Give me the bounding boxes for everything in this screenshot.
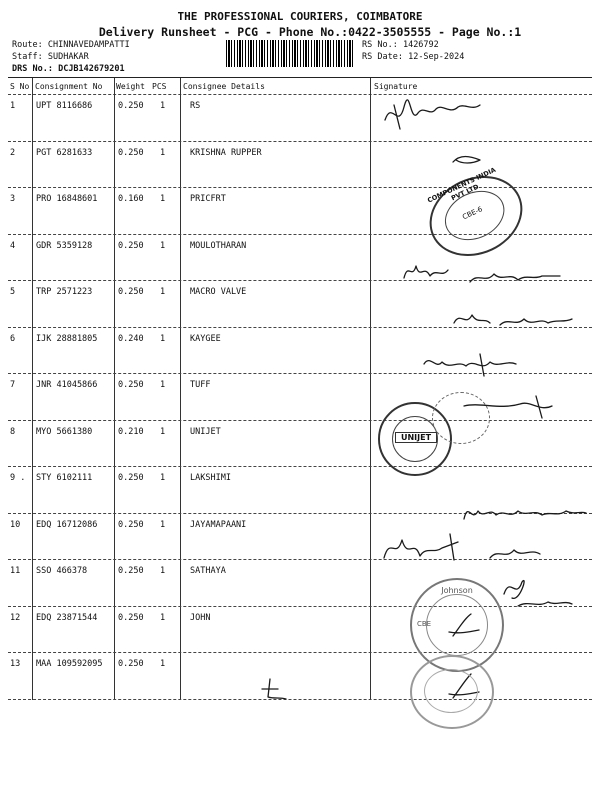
signature-row-2 xyxy=(450,150,490,170)
col-header-consignment: Consignment No xyxy=(35,82,103,91)
col-header-sno: S No xyxy=(10,82,30,91)
stamp-text: Johnson xyxy=(441,586,473,595)
row-separator xyxy=(8,141,592,142)
row-separator xyxy=(8,466,592,467)
signature-row-5 xyxy=(450,305,580,335)
row-pcs: 1 xyxy=(160,287,166,297)
row-sno: 8 xyxy=(10,426,16,437)
row-weight: 0.250 xyxy=(118,240,144,251)
col-header-weight: Weight xyxy=(116,82,145,91)
row-pcs: 1 xyxy=(160,612,166,623)
row-sno: 5 xyxy=(10,287,16,297)
stamp-city: CBE xyxy=(416,620,432,628)
row-separator xyxy=(8,652,592,653)
row-consignment-no: EDQ 16712086 xyxy=(36,519,98,530)
row-weight: 0.250 xyxy=(118,147,144,158)
row-consignee: PRICFRT xyxy=(190,194,226,204)
row-pcs: 1 xyxy=(160,426,166,437)
signature-row-6 xyxy=(420,350,530,380)
rs-no-label: RS No.: xyxy=(362,40,398,50)
signature-row-4 xyxy=(400,258,570,293)
signature-row-1 xyxy=(380,95,500,135)
row-consignment-no: GDR 5359128 xyxy=(36,240,93,251)
staff-line xyxy=(12,52,89,62)
signature-row-10 xyxy=(380,530,560,570)
row-consignee: SATHAYA xyxy=(190,566,226,576)
row-consignee: MOULOTHARAN xyxy=(190,240,247,251)
table-top-rule xyxy=(8,77,592,78)
drs-line xyxy=(12,64,125,74)
row-sno: 4 xyxy=(10,240,16,251)
row-weight: 0.250 xyxy=(118,380,144,390)
row-pcs: 1 xyxy=(160,194,166,204)
company-title: THE PROFESSIONAL COURIERS, COIMBATORE xyxy=(177,10,423,23)
row-pcs: 1 xyxy=(160,566,166,576)
col-header-consignee: Consignee Details xyxy=(183,82,265,91)
johnson-stamp-second xyxy=(410,655,494,729)
row-consignment-no: MAA 109592095 xyxy=(36,659,103,669)
row-consignee: MACRO VALVE xyxy=(190,287,247,297)
row-consignment-no: UPT 8116686 xyxy=(36,101,93,111)
row-weight: 0.250 xyxy=(118,659,144,669)
col-header-pcs: PCS xyxy=(152,82,167,91)
rs-date-line xyxy=(362,52,464,62)
staff-label: Staff: xyxy=(12,52,43,62)
stamp-inner-ring xyxy=(426,594,488,656)
row-consignment-no: TRP 2571223 xyxy=(36,287,93,297)
column-divider xyxy=(32,78,33,700)
row-weight: 0.250 xyxy=(118,566,144,576)
signature-row-11 xyxy=(498,570,578,615)
barcode xyxy=(226,40,354,67)
row-consignee: LAKSHIMI xyxy=(190,473,231,483)
row-consignment-no: IJK 28881805 xyxy=(36,333,98,344)
stamp-city: CBE-6 xyxy=(461,205,484,222)
row-consignment-no: JNR 41045866 xyxy=(36,380,98,390)
row-weight: 0.250 xyxy=(118,519,144,530)
row-pcs: 1 xyxy=(160,380,166,390)
stamp-text: COMPONENTS INDIA PVT LTD xyxy=(426,165,498,205)
row-consignee: JAYAMAPAANI xyxy=(190,519,247,530)
header-rule xyxy=(8,94,592,95)
signature-row-9 xyxy=(460,497,590,527)
column-divider xyxy=(370,78,371,700)
row-weight: 0.250 xyxy=(118,473,144,483)
row-sno: 6 xyxy=(10,333,16,344)
row-consignee: JOHN xyxy=(190,612,211,623)
row-sno: 1 xyxy=(10,101,16,111)
rs-no-line xyxy=(362,40,439,50)
row-consignee: UNIJET xyxy=(190,426,221,437)
runsheet-subtitle: Delivery Runsheet - PCG - Phone No.:0422-3505555 - Page No.:1 xyxy=(98,25,522,39)
row-pcs: 1 xyxy=(160,101,166,111)
col-header-signature: Signature xyxy=(374,82,418,91)
row-pcs: 1 xyxy=(160,147,166,158)
row-pcs: 1 xyxy=(160,519,166,530)
row-separator xyxy=(8,699,592,700)
stamp-inner-ring xyxy=(424,669,478,713)
row-weight: 0.250 xyxy=(118,612,144,623)
row-sno: 13 xyxy=(10,659,21,669)
route-label: Route: xyxy=(12,40,43,50)
drs-label: DRS No.: xyxy=(12,64,53,74)
column-divider xyxy=(180,78,181,700)
row-weight: 0.160 xyxy=(118,194,144,204)
rs-no-value: 1426792 xyxy=(402,40,439,50)
row-pcs: 1 xyxy=(160,473,166,483)
row-sno: 10 xyxy=(10,519,21,530)
row-weight: 0.210 xyxy=(118,426,144,437)
route-value: CHINNAVEDAMPATTI xyxy=(47,40,130,50)
row-sno: 3 xyxy=(10,194,16,204)
row-consignment-no: PGT 6281633 xyxy=(36,147,93,158)
row-weight: 0.250 xyxy=(118,287,144,297)
row-consignee: TUFF xyxy=(190,380,211,390)
row-weight: 0.250 xyxy=(118,101,144,111)
unijet-stamp-faint xyxy=(432,392,490,444)
row-pcs: 1 xyxy=(160,659,166,669)
row-consignment-no: PRO 16848601 xyxy=(36,194,98,204)
staff-value: SUDHAKAR xyxy=(47,52,89,62)
signature-row-13 xyxy=(258,675,298,705)
column-divider xyxy=(114,78,115,700)
row-weight: 0.240 xyxy=(118,333,144,344)
row-consignment-no: STY 6102111 xyxy=(36,473,93,483)
drs-value: DCJB142679201 xyxy=(58,64,125,74)
rs-date-value: 12-Sep-2024 xyxy=(408,52,465,62)
stamp-text: UNIJET xyxy=(395,432,437,443)
row-consignment-no: MYO 5661380 xyxy=(36,426,93,437)
row-consignee: RS xyxy=(190,101,201,111)
row-sno: 2 xyxy=(10,147,16,158)
row-sno: 11 xyxy=(10,566,21,576)
row-consignee: KAYGEE xyxy=(190,333,221,344)
row-sno: 12 xyxy=(10,612,21,623)
row-consignment-no: SSO 466378 xyxy=(36,566,88,576)
route-line xyxy=(12,40,130,50)
row-consignment-no: EDQ 23871544 xyxy=(36,612,98,623)
row-pcs: 1 xyxy=(160,333,166,344)
components-india-stamp xyxy=(416,161,535,270)
rs-date-label: RS Date: xyxy=(362,52,403,62)
row-sno: 9 . xyxy=(10,473,26,483)
row-consignee: KRISHNA RUPPER xyxy=(190,147,262,158)
row-sno: 7 xyxy=(10,380,16,390)
row-pcs: 1 xyxy=(160,240,166,251)
